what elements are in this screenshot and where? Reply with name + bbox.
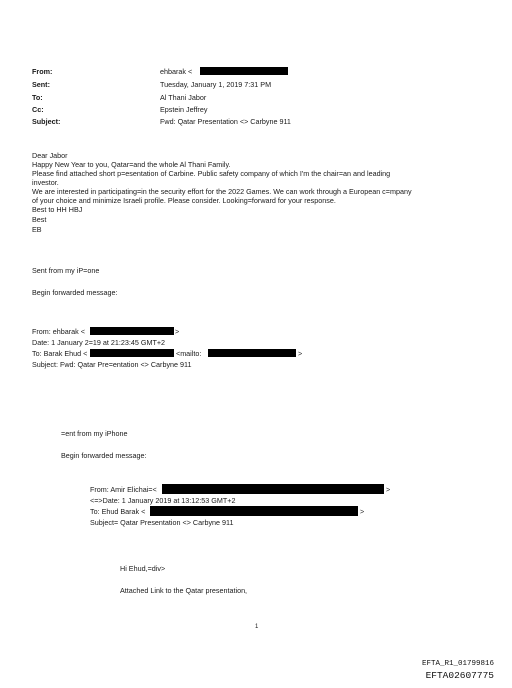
footer-id-secondary: EFTA02607775 [425, 670, 494, 681]
fwd1-mailto-end: > [298, 349, 303, 358]
footer-id-primary: EFTA_R1_01799816 [421, 660, 494, 668]
to-value: Al Thani Jabor [160, 93, 207, 102]
body-line: Happy New Year to you, Qatar=and the whole Al Thani Family. [32, 160, 231, 169]
subject-label: Subject: [32, 117, 61, 126]
sent-label: Sent: [32, 80, 50, 89]
redaction-bar [162, 484, 384, 494]
body-line: We are interested in participating=in the security effort for the 2022 Games. We can work through a European c=mpany [32, 187, 412, 196]
body-line: Best to HH HBJ [32, 205, 83, 214]
cc-label: Cc: [32, 105, 44, 114]
body-line: investor. [32, 178, 59, 187]
fwd3-date: <=>Date: 1 January 2019 at 13:12:53 GMT+2 [90, 496, 236, 505]
from-label: From: [32, 67, 53, 76]
fwd1-to: To: Barak Ehud < [32, 349, 88, 358]
subject-value: Fwd: Qatar Presentation <> Carbyne 911 [160, 117, 291, 126]
body-line: of your choice and minimize Israeli profile. Please consider. Looking=forward for your response. [32, 196, 336, 205]
redaction-bar [200, 67, 288, 75]
fwd1-from: From: ehbarak < [32, 327, 85, 336]
fwd1-date: Date: 1 January 2=19 at 21:23:45 GMT+2 [32, 338, 166, 347]
body-line: Please find attached short p=esentation of Carbine. Public safety company of which I'm the chair=an and leading [32, 169, 391, 178]
begin-forwarded-label: Begin forwarded message: [32, 288, 118, 297]
fwd3-from-end: > [386, 485, 391, 494]
redaction-bar [90, 327, 174, 335]
redaction-bar [208, 349, 296, 357]
to-label: To: [32, 93, 43, 102]
fwd3-to: To: Ehud Barak < [90, 507, 146, 516]
body-line: Dear Jabor [32, 151, 68, 160]
from-value: ehbarak < [160, 67, 193, 76]
fwd3-subject: Subject= Qatar Presentation <> Carbyne 911 [90, 518, 234, 527]
fwd1-subject: Subject: Fwd: Qatar Pre=entation <> Carbyne 911 [32, 360, 192, 369]
fwd3-to-end: > [360, 507, 365, 516]
fwd2-sent-from: =ent from my iPhone [61, 429, 128, 438]
fwd1-mailto: <mailto: [176, 349, 202, 358]
fwd2-begin-forwarded: Begin forwarded message: [61, 451, 147, 460]
fwd3-from: From: Amir Elichai=< [90, 485, 157, 494]
redaction-bar [90, 349, 174, 357]
redaction-bar [150, 506, 358, 516]
cc-value: Epstein Jeffrey [160, 105, 208, 114]
fwd4-greeting: Hi Ehud,=div> [120, 564, 166, 573]
fwd1-from-end: > [175, 327, 180, 336]
sent-value: Tuesday, January 1, 2019 7:31 PM [160, 80, 272, 89]
body-line: Best [32, 215, 47, 224]
body-line: EB [32, 225, 42, 234]
fwd4-attached: Attached Link to the Qatar presentation, [120, 586, 248, 595]
page-number: 1 [255, 624, 259, 630]
sent-from-line: Sent from my iP=one [32, 266, 100, 275]
